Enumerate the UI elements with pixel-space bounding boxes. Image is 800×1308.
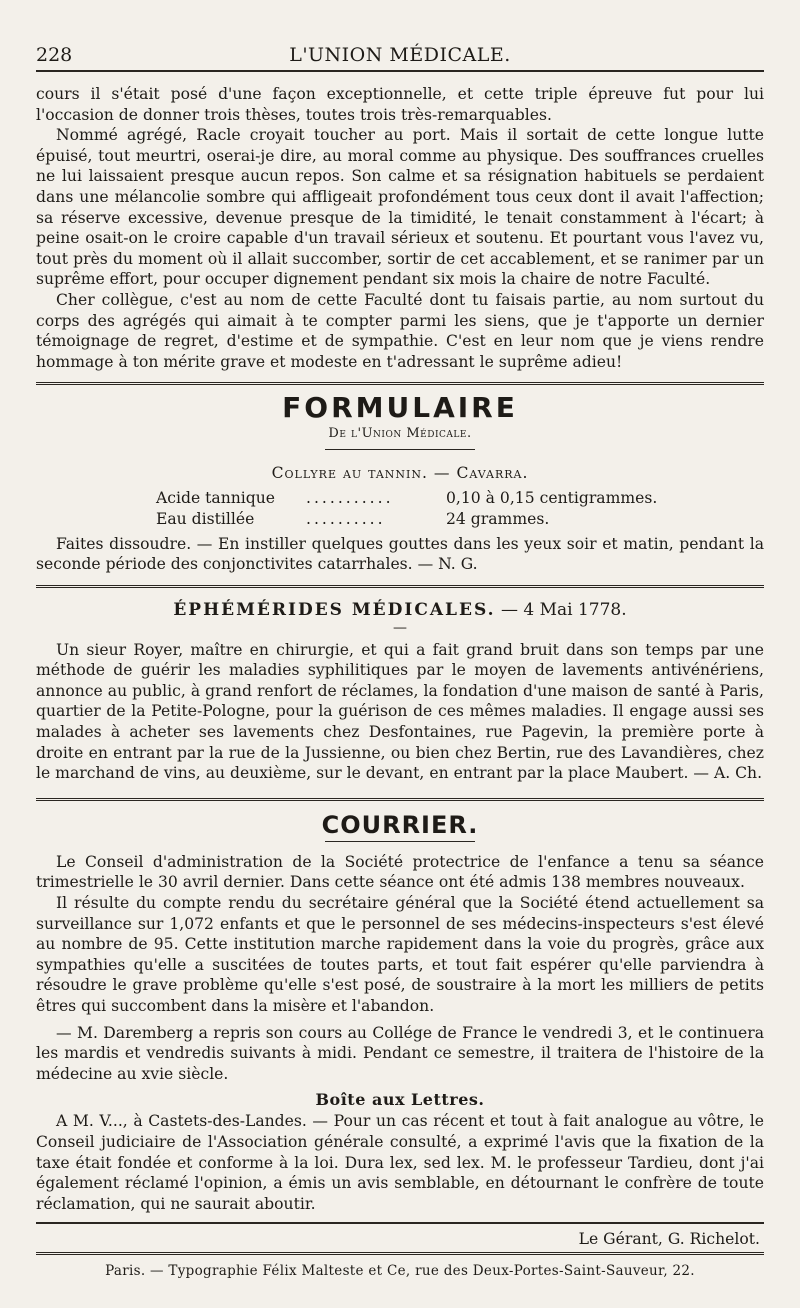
- ingredient-leader: ..........: [306, 509, 386, 528]
- ingredient-row: [156, 509, 764, 530]
- signature: Le Gérant, G. Richelot.: [578, 1230, 760, 1249]
- ephemerides-heading: [36, 600, 764, 620]
- ingredient-name: Acide tannique: [156, 489, 276, 508]
- formulaire-heading: FORMULAIRE: [282, 391, 518, 425]
- ingredient-amount: 24 grammes.: [446, 509, 550, 528]
- courrier-paragraph-2: Il résulte du compte rendu du secrétaire général que la Société étend actuellement sa surveillance sur 1,072 enfants et que le personnel de ses médecins-inspecteurs s'est élevé au nombre de 95. Cette institution marche rapidement dans la voie du progrès, grâce aux sympathies qu'elle a suscitées de toutes parts, et tout fait espérer qu'elle parviendra à résoudre le grave problème qu'elle s'est posé, de soustraire à la mort les milliers de petits êtres qui succombent dans la misère et l'abandon.: [36, 894, 764, 1015]
- courrier-heading: COURRIER.: [321, 810, 479, 839]
- ingredient-row: [156, 488, 764, 509]
- ephemerides-title: ÉPHÉMÉRIDES MÉDICALES.: [173, 599, 496, 620]
- formulaire-subheading: De l'Union Médicale.: [328, 426, 472, 442]
- ingredient-amount: 0,10 à 0,15 centigrammes.: [446, 489, 658, 508]
- ephemerides-date: — 4 Mai 1778.: [500, 599, 627, 620]
- journal-title: L'UNION MÉDICALE.: [289, 44, 511, 66]
- section-rule-formulaire: [36, 382, 764, 385]
- ingredient-leader: ...........: [306, 489, 394, 508]
- courrier-paragraph-1: Le Conseil d'administration de la Société protectrice de l'enfance a tenu sa séance trimestrielle le 30 avril dernier. Dans cette séance ont été admis 138 membres nouveaux.: [36, 852, 764, 892]
- running-head: [36, 40, 764, 70]
- ephemerides-separator: —: [393, 619, 407, 636]
- section-rule-ephemerides: [36, 585, 764, 588]
- imprint-rule: [36, 1252, 764, 1255]
- recipe-instructions: Faites dissoudre. — En instiller quelques gouttes dans les yeux soir et matin, pendant la seconde période des conjonctivites catarrhales. — N. G.: [36, 534, 764, 574]
- eloge-paragraph-1: cours il s'était posé d'une façon exceptionnelle, et cette triple épreuve fut pour lui l'occasion de donner trois thèses, toutes trois très-remarquables.: [36, 85, 764, 124]
- ephemerides-text: Un sieur Royer, maître en chirurgie, et qui a fait grand bruit dans son temps par une méthode de guérir les maladies syphilitiques par le moyen de lavements antivénériens, annonce au public, à grand renfort de réclames, la fondation d'une maison de santé à Paris, quartier de la Petite-Pologne, pour la guérison de ces mêmes maladies. Il engage aussi ses malades à acheter ses lavements chez Desfontaines, rue Pagevin, la première porte à droite en entrant par la rue de la Jussienne, ou bien chez Bertin, rue des Lavandières, chez le marchand de vins, au deuxième, sur le devant, en entrant par la place Maubert. — A. Ch.: [36, 640, 764, 783]
- section-rule-courrier: [36, 798, 764, 801]
- imprint-line: Paris. — Typographie Félix Malteste et Ce, rue des Deux-Portes-Saint-Sauveur, 22.: [105, 1263, 695, 1280]
- eloge-paragraph-3: Cher collègue, c'est au nom de cette Faculté dont tu faisais partie, au nom surtout du corps des agrégés qui aimait à te compter parmi les siens, que je t'apporte un dernier témoignage de regret, d'estime et de sympathie. C'est en leur nom que je viens rendre hommage à ton mérite grave et modeste en t'adressant le suprême adieu!: [36, 290, 764, 371]
- eloge-paragraph-2: Nommé agrégé, Racle croyait toucher au port. Mais il sortait de cette longue lutte épuisé, tout meurtri, oserai-je dire, au moral comme au physique. Des souffrances cruelles ne lui laissaient presque aucun repos. Son calme et sa résignation habituels se perdaient dans une mélancolie sombre qui affligeait profondément tous ceux dont il avait l'affection; sa réserve excessive, devenue presque de la timidité, le tenait constamment à l'écart; à peine osait-on le croire capable d'un travail sérieux et soutenu. Et pourtant vous l'avez vu, tout près du moment où il allait succomber, sortir de cet accablement, et se ranimer par un suprême effort, pour occuper dignement pendant six mois la chaire de notre Faculté.: [36, 126, 764, 289]
- page-number: 228: [36, 44, 73, 66]
- ingredient-name: Eau distillée: [156, 509, 255, 528]
- boite-text: A M. V..., à Castets-des-Landes. — Pour un cas récent et tout à fait analogue au vôtre, le Conseil judiciaire de l'Association générale consulté, a exprimé l'avis que la fixation de la taxe était fondée et conforme à la loi. Dura lex, sed lex. M. le professeur Tardieu, dont j'ai également réclamé l'opinion, a émis un avis semblable, en détournant le confrère de toute réclamation, qui ne saurait aboutir.: [36, 1112, 764, 1213]
- courrier-paragraph-3: — M. Daremberg a repris son cours au Collége de France le vendredi 3, et le continuera les mardis et vendredis suivants à midi. Pendant ce semestre, il traitera de l'histoire de la médecine au xvie siècle.: [36, 1023, 764, 1083]
- courrier-short-rule: [325, 841, 475, 842]
- formulaire-short-rule: [325, 449, 475, 450]
- boite-heading: Boîte aux Lettres.: [315, 1090, 485, 1110]
- ingredient-list: [156, 488, 764, 529]
- recipe-title: Collyre au tannin. — Cavarra.: [271, 464, 529, 483]
- footer-rule: [36, 1222, 764, 1224]
